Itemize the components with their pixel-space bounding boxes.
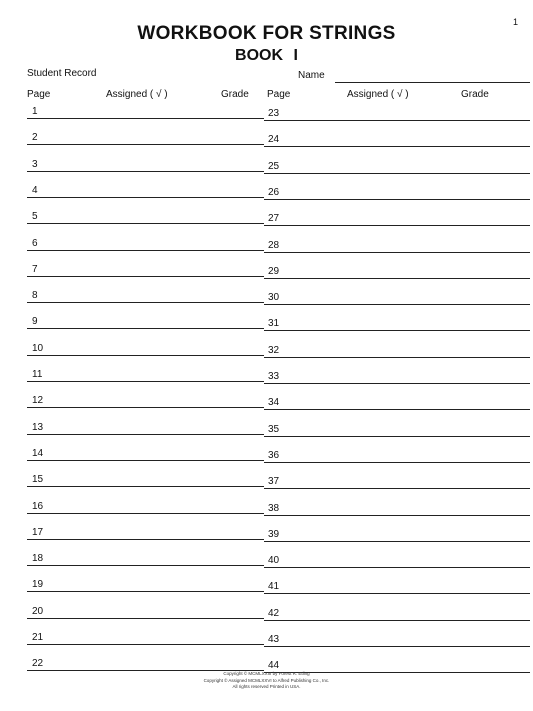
right-page-number: 29 (268, 265, 280, 277)
left-page-number: 3 (32, 158, 38, 170)
left-page-number: 8 (32, 290, 38, 302)
right-row-line (264, 515, 530, 516)
right-page-number: 42 (268, 607, 280, 619)
copyright-line: All rights reserved Printed in USA. (232, 684, 301, 689)
right-page-header: Page (267, 89, 291, 100)
right-row-line (264, 488, 530, 489)
left-page-number: 4 (32, 184, 38, 196)
left-page-number: 1 (32, 106, 38, 117)
right-page-number: 38 (268, 502, 280, 514)
left-row-line (27, 250, 264, 251)
right-page-number: 34 (268, 397, 280, 409)
left-page-number: 6 (32, 237, 38, 249)
right-page-number: 25 (268, 160, 280, 172)
left-page-number: 16 (32, 500, 44, 512)
name-line (335, 82, 530, 83)
right-page-number: 37 (268, 476, 280, 488)
right-page-number: 26 (268, 186, 280, 198)
left-page-number: 13 (32, 421, 44, 433)
left-row-line (27, 144, 264, 145)
right-page-number: 33 (268, 371, 280, 382)
right-page-number: 30 (268, 292, 280, 304)
left-page-number: 2 (32, 132, 38, 144)
right-row-line (264, 462, 530, 463)
left-row-line (27, 618, 264, 619)
right-row-line (264, 436, 530, 437)
student-record-label: Student Record (27, 68, 97, 79)
left-row-line (27, 486, 264, 487)
left-row-line (27, 644, 264, 645)
right-page-number: 24 (268, 134, 280, 146)
left-row-line (27, 539, 264, 540)
left-row-line (27, 302, 264, 303)
left-row-line (27, 355, 264, 356)
left-row-line (27, 591, 264, 592)
left-page-number: 21 (32, 632, 44, 643)
right-page-number: 23 (268, 108, 280, 119)
right-row-line (264, 541, 530, 542)
left-row-line (27, 276, 264, 277)
left-page-number: 5 (32, 211, 38, 223)
name-label: Name (298, 70, 325, 81)
right-page-number: 27 (268, 213, 280, 225)
left-row-line (27, 381, 264, 382)
right-row-line (264, 278, 530, 279)
left-row-line (27, 460, 264, 461)
copyright-notice (0, 671, 533, 691)
copyright-line: Copyright © Assigned MCMLXXVI to Alfred Publishing Co., Inc. (203, 677, 330, 683)
left-row-line (27, 171, 264, 172)
right-row-line (264, 225, 530, 226)
left-page-number: 19 (32, 579, 44, 591)
left-page-number: 17 (32, 526, 44, 538)
right-page-number: 44 (268, 660, 280, 672)
left-row-line (27, 197, 264, 198)
left-page-number: 20 (32, 605, 44, 617)
left-page-number: 12 (32, 395, 44, 407)
left-page-number: 9 (32, 316, 38, 328)
left-page-number: 10 (32, 342, 44, 354)
right-page-number: 43 (268, 634, 280, 645)
right-row-line (264, 173, 530, 174)
right-row-line (264, 357, 530, 358)
right-row-line (264, 146, 530, 147)
right-row-line (264, 120, 530, 121)
right-assigned-header: Assigned ( √ ) (347, 89, 409, 100)
right-row-line (264, 593, 530, 594)
right-row-line (264, 330, 530, 331)
left-row-line (27, 434, 264, 435)
right-row-line (264, 383, 530, 384)
page-subtitle: BOOK I (235, 47, 298, 64)
left-page-number: 15 (32, 474, 44, 486)
left-row-line (27, 118, 264, 119)
right-page-number: 28 (268, 239, 280, 251)
left-page-number: 18 (32, 553, 44, 565)
page-title: WORKBOOK FOR STRINGS (137, 23, 396, 44)
right-grade-header: Grade (461, 89, 489, 100)
left-page-number: 14 (32, 447, 44, 459)
right-row-line (264, 646, 530, 647)
left-row-line (27, 328, 264, 329)
left-assigned-header: Assigned ( √ ) (106, 89, 168, 100)
left-row-line (27, 223, 264, 224)
right-page-number: 31 (268, 318, 280, 330)
left-row-line (27, 565, 264, 566)
page-number: 1 (512, 17, 518, 27)
copyright-line: Copyright © MCMLXXIII by Forest R. Etling (223, 671, 310, 676)
right-page-number: 40 (268, 555, 280, 567)
right-page-number: 41 (268, 581, 280, 593)
left-row-line (27, 407, 264, 408)
left-page-number: 11 (32, 369, 43, 380)
left-page-number: 22 (32, 658, 44, 670)
right-page-number: 36 (268, 449, 280, 461)
right-page-number: 32 (268, 344, 280, 356)
right-row-line (264, 620, 530, 621)
left-grade-header: Grade (221, 89, 249, 100)
right-row-line (264, 304, 530, 305)
left-page-number: 7 (32, 263, 38, 275)
right-page-number: 35 (268, 423, 280, 435)
right-page-number: 39 (268, 528, 280, 540)
right-row-line (264, 567, 530, 568)
right-row-line (264, 252, 530, 253)
right-row-line (264, 199, 530, 200)
right-row-line (264, 409, 530, 410)
left-row-line (27, 513, 264, 514)
left-page-header: Page (27, 89, 51, 100)
